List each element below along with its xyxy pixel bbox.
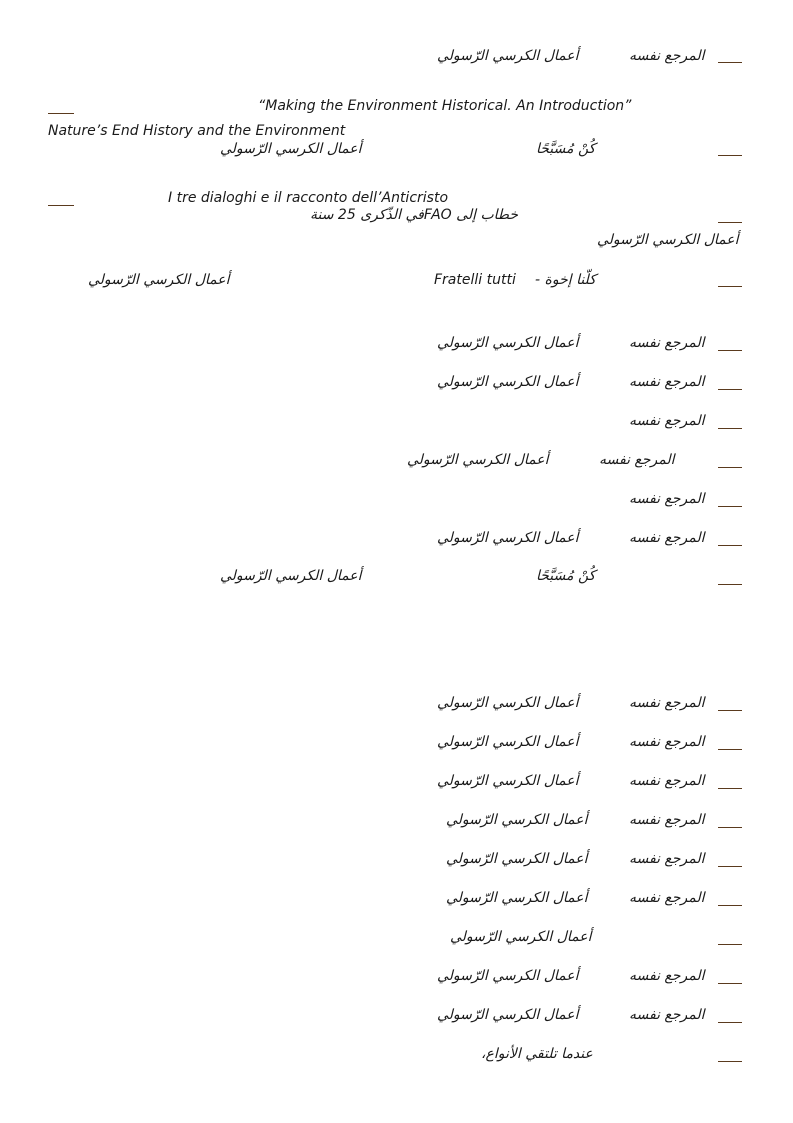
apostolic-acts-text: أعمال الكرسي الرّسولي [437,695,579,711]
apostolic-acts-text: أعمال الكرسي الرّسولي [437,1007,579,1023]
apostolic-acts-text: أعمال الكرسي الرّسولي [446,851,588,867]
book-title-text: I tre dialoghi e il racconto dell’Anticristo [168,190,449,206]
footnote-separator-line [718,866,742,867]
same-reference-text: المرجع نفسه [599,452,675,468]
apostolic-acts-text: أعمال الكرسي الرّسولي [437,773,579,789]
same-reference-text: المرجع نفسه [629,695,705,711]
article-title-text: “Making the Environment Historical. An Introduction” [258,98,632,114]
footnote-separator-line [718,983,742,984]
apostolic-acts-text: أعمال الكرسي الرّسولي [437,374,579,390]
apostolic-acts-text: أعمال الكرسي الرّسولي [220,568,362,584]
footnote-separator-line [718,62,742,63]
apostolic-acts-text: أعمال الكرسي الرّسولي [437,530,579,546]
same-reference-text: المرجع نفسه [629,812,705,828]
footnote-separator-line [718,467,742,468]
apostolic-acts-text: أعمال الكرسي الرّسولي [407,452,549,468]
apostolic-acts-text: أعمال الكرسي الرّسولي [446,812,588,828]
same-reference-text: المرجع نفسه [629,773,705,789]
same-reference-text: المرجع نفسه [629,48,705,64]
same-reference-text: المرجع نفسه [629,530,705,546]
footnote-separator-line [718,350,742,351]
same-reference-text: المرجع نفسه [629,335,705,351]
footnote-separator-line [718,506,742,507]
same-reference-text: المرجع نفسه [629,374,705,390]
footnote-separator-line [718,749,742,750]
apostolic-acts-text: أعمال الكرسي الرّسولي [597,232,739,248]
same-reference-text: المرجع نفسه [629,851,705,867]
speech-title-text: خطاب إلى FAOفي الذّكرى 25 سنة [310,207,519,223]
footnote-separator-line [48,205,74,206]
encyclical-arabic-title-text: كلّنا إخوة - [535,272,596,288]
footnote-separator-line [718,1022,742,1023]
same-reference-text: المرجع نفسه [629,968,705,984]
footnote-separator-line [718,428,742,429]
footnote-separator-line [718,545,742,546]
footnote-separator-line [718,1061,742,1062]
same-reference-text: المرجع نفسه [629,491,705,507]
footnote-separator-line [718,389,742,390]
footnote-separator-line [718,286,742,287]
book-title-text: Nature’s End History and the Environment [48,123,346,139]
footnote-separator-line [718,827,742,828]
apostolic-acts-text: أعمال الكرسي الرّسولي [446,890,588,906]
same-reference-text: المرجع نفسه [629,413,705,429]
apostolic-acts-text: أعمال الكرسي الرّسولي [220,141,362,157]
same-reference-text: المرجع نفسه [629,734,705,750]
same-reference-text: المرجع نفسه [629,1007,705,1023]
footnote-separator-line [718,222,742,223]
footnote-separator-line [718,155,742,156]
apostolic-acts-text: أعمال الكرسي الرّسولي [437,734,579,750]
apostolic-acts-text: أعمال الكرسي الرّسولي [437,335,579,351]
apostolic-acts-text: أعمال الكرسي الرّسولي [88,272,230,288]
apostolic-acts-text: أعمال الكرسي الرّسولي [450,929,592,945]
footnote-separator-line [718,788,742,789]
footnote-separator-line [48,113,74,114]
footnote-separator-line [718,710,742,711]
book-title-text: كُنْ مُسَبَّحًا [536,568,596,584]
encyclical-title-text: Fratelli tutti [434,272,516,288]
apostolic-acts-text: أعمال الكرسي الرّسولي [437,48,579,64]
footnote-separator-line [718,584,742,585]
footnote-separator-line [718,905,742,906]
footnote-separator-line [718,944,742,945]
same-reference-text: المرجع نفسه [629,890,705,906]
book-title-text: عندما تلتقي الأنواع، [481,1046,593,1062]
apostolic-acts-text: أعمال الكرسي الرّسولي [437,968,579,984]
book-title-text: كُنْ مُسَبَّحًا [536,141,596,157]
